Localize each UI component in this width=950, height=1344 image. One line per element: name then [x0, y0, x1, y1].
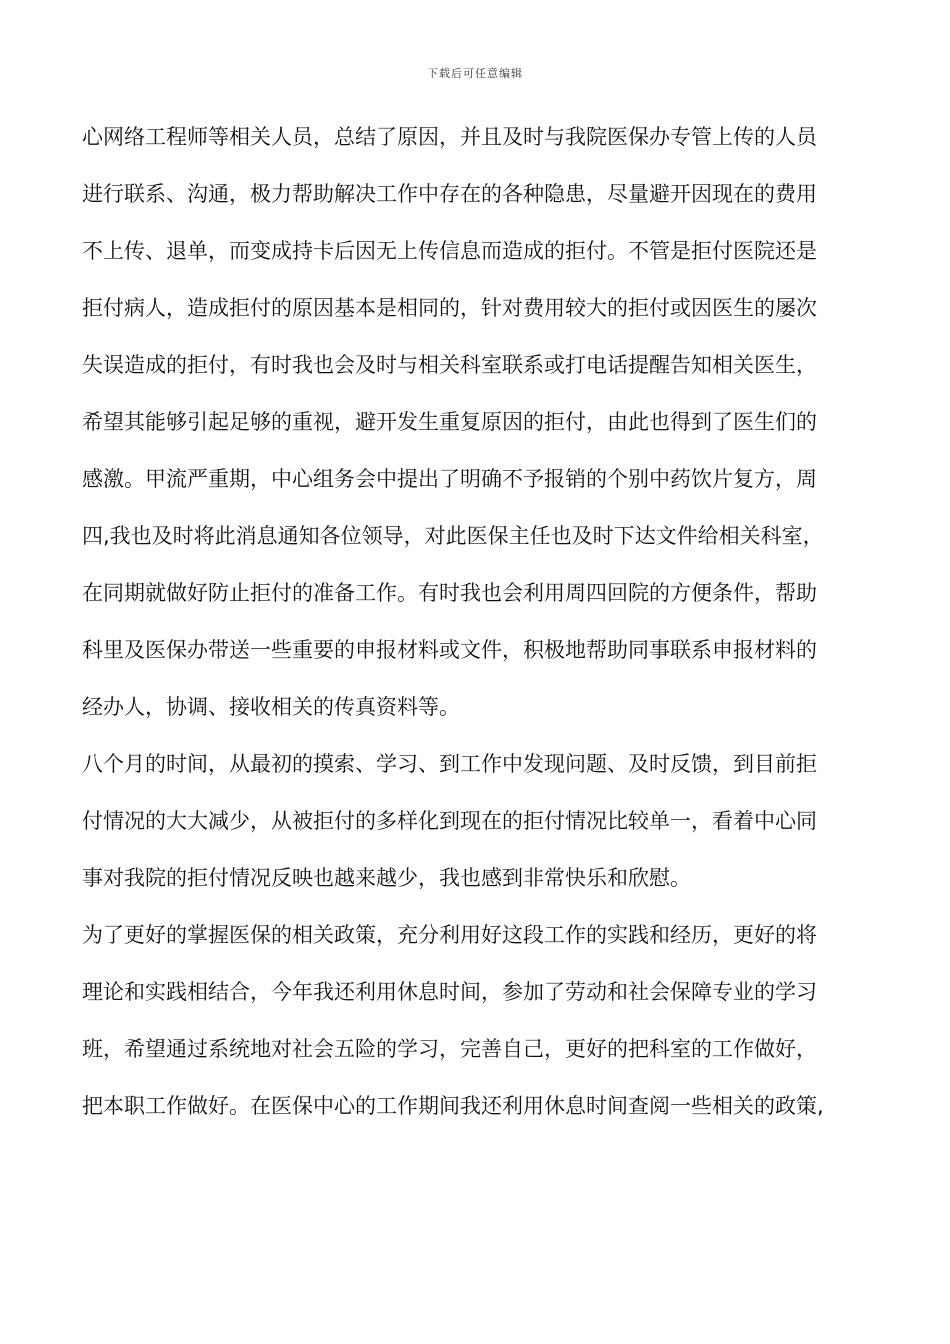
- text-line: 事对我院的拒付情况反映也越来越少，我也感到非常快乐和欣慰。: [82, 866, 691, 890]
- text-line: 希望其能够引起足够的重视，避开发生重复原因的拒付，由此也得到了医生们的: [82, 410, 817, 434]
- page-header: 下载后可任意编辑: [427, 67, 523, 80]
- text-line: 把本职工作做好。在医保中心的工作期间我还利用休息时间查阅一些相关的政策,: [82, 1094, 824, 1118]
- text-line: 理论和实践相结合，今年我还利用休息时间，参加了劳动和社会保障专业的学习: [82, 980, 817, 1004]
- text-line: 班，希望通过系统地对社会五险的学习，完善自己，更好的把科室的工作做好，: [82, 1037, 817, 1061]
- text-line: 四,我也及时将此消息通知各位领导，对此医保主任也及时下达文件给相关科室，: [82, 524, 824, 548]
- text-line: 心网络工程师等相关人员，总结了原因，并且及时与我院医保办专管上传的人员: [82, 125, 817, 149]
- text-line: 为了更好的掌握医保的相关政策，充分利用好这段工作的实践和经历，更好的将: [82, 923, 817, 947]
- text-line: 付情况的大大减少，从被拒付的多样化到现在的拒付情况比较单一，看着中心同: [82, 809, 817, 833]
- text-line: 进行联系、沟通，极力帮助解决工作中存在的各种隐患，尽量避开因现在的费用: [82, 182, 817, 206]
- text-line: 感激。甲流严重期，中心组务会中提出了明确不予报销的个别中药饮片复方，周: [82, 467, 817, 491]
- text-line: 在同期就做好防止拒付的准备工作。有时我也会利用周四回院的方便条件，帮助: [82, 581, 817, 605]
- text-line: 科里及医保办带送一些重要的申报材料或文件，积极地帮助同事联系申报材料的: [82, 638, 817, 662]
- text-line: 失误造成的拒付，有时我也会及时与相关科室联系或打电话提醒告知相关医生，: [82, 353, 817, 377]
- text-line: 经办人，协调、接收相关的传真资料等。: [82, 695, 460, 719]
- text-line: 拒付病人，造成拒付的原因基本是相同的，针对费用较大的拒付或因医生的屡次: [82, 296, 817, 320]
- document-body: [82, 116, 882, 1142]
- text-line: 不上传、退单，而变成持卡后因无上传信息而造成的拒付。不管是拒付医院还是: [82, 239, 817, 263]
- text-line: 八个月的时间，从最初的摸索、学习、到工作中发现问题、及时反馈，到目前拒: [82, 752, 817, 776]
